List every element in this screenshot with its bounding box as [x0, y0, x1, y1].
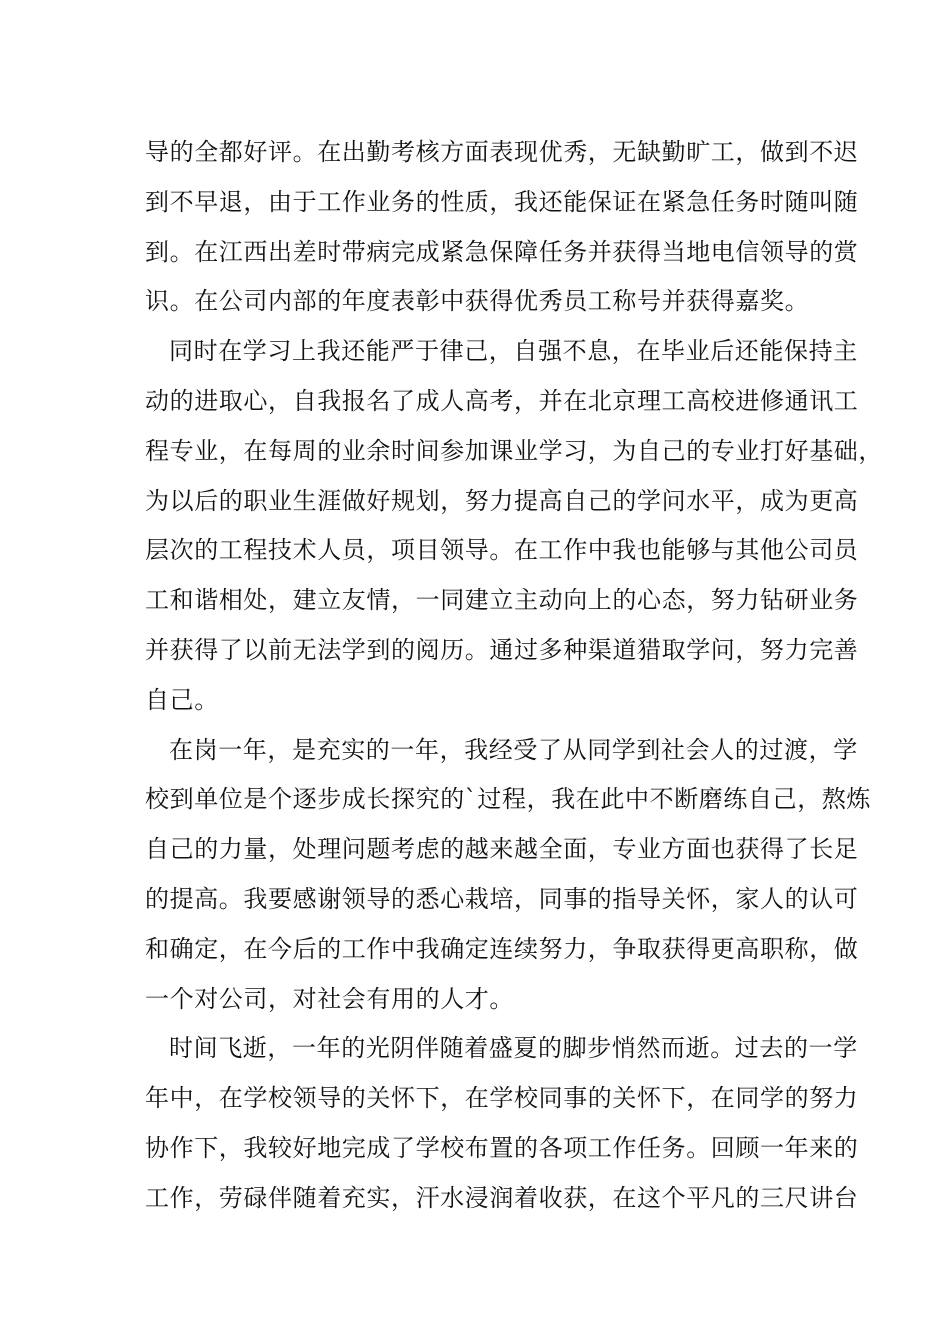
- text-line: 的提高。我要感谢领导的悉心栽培，同事的指导关怀，家人的认可: [145, 884, 859, 913]
- text-line: 校到单位是个逐步成长探究的`过程，我在此中不断磨练自己，熬炼: [145, 785, 871, 814]
- text-line: 到不早退，由于工作业务的性质，我还能保证在紧急任务时随叫随: [145, 187, 859, 216]
- text-line: 程专业，在每周的业余时间参加课业学习，为自己的专业打好基础，: [145, 436, 883, 465]
- text-line: 年中，在学校领导的关怀下，在学校同事的关怀下，在同学的努力: [145, 1084, 859, 1113]
- text-line: 工和谐相处，建立友情，一同建立主动向上的心态，努力钻研业务: [145, 586, 859, 615]
- text-line: 协作下，我较好地完成了学校布置的各项工作任务。回顾一年来的: [145, 1133, 859, 1162]
- text-line: 自己。: [145, 685, 219, 714]
- text-line: 导的全都好评。在出勤考核方面表现优秀，无缺勤旷工，做到不迟: [145, 138, 859, 166]
- text-line: 在岗一年，是充实的一年，我经受了从同学到社会人的过渡，学: [169, 735, 858, 764]
- text-line: 工作，劳碌伴随着充实，汗水浸润着收获，在这个平凡的三尺讲台: [145, 1183, 859, 1212]
- document-body-text: [145, 128, 883, 1224]
- text-line: 并获得了以前无法学到的阅历。通过多种渠道猎取学问，努力完善: [145, 635, 859, 664]
- text-line: 动的进取心，自我报名了成人高考，并在北京理工高校进修通讯工: [145, 386, 859, 415]
- text-line: 一个对公司，对社会有用的人才。: [145, 984, 514, 1013]
- text-line: 为以后的职业生涯做好规划，努力提高自己的学问水平，成为更高: [145, 486, 859, 515]
- text-line: 层次的工程技术人员，项目领导。在工作中我也能够与其他公司员: [145, 536, 859, 565]
- text-line: 同时在学习上我还能严于律己，自强不息，在毕业后还能保持主: [169, 337, 858, 366]
- text-line: 识。在公司内部的年度表彰中获得优秀员工称号并获得嘉奖。: [145, 287, 810, 316]
- text-line: 时间飞逝，一年的光阴伴随着盛夏的脚步悄然而逝。过去的一学: [169, 1034, 858, 1063]
- text-line: 到。在江西出差时带病完成紧急保障任务并获得当地电信领导的赏: [145, 237, 859, 266]
- text-line: 和确定，在今后的工作中我确定连续努力，争取获得更高职称，做: [145, 934, 859, 963]
- text-line: 自己的力量，处理问题考虑的越来越全面，专业方面也获得了长足: [145, 835, 859, 864]
